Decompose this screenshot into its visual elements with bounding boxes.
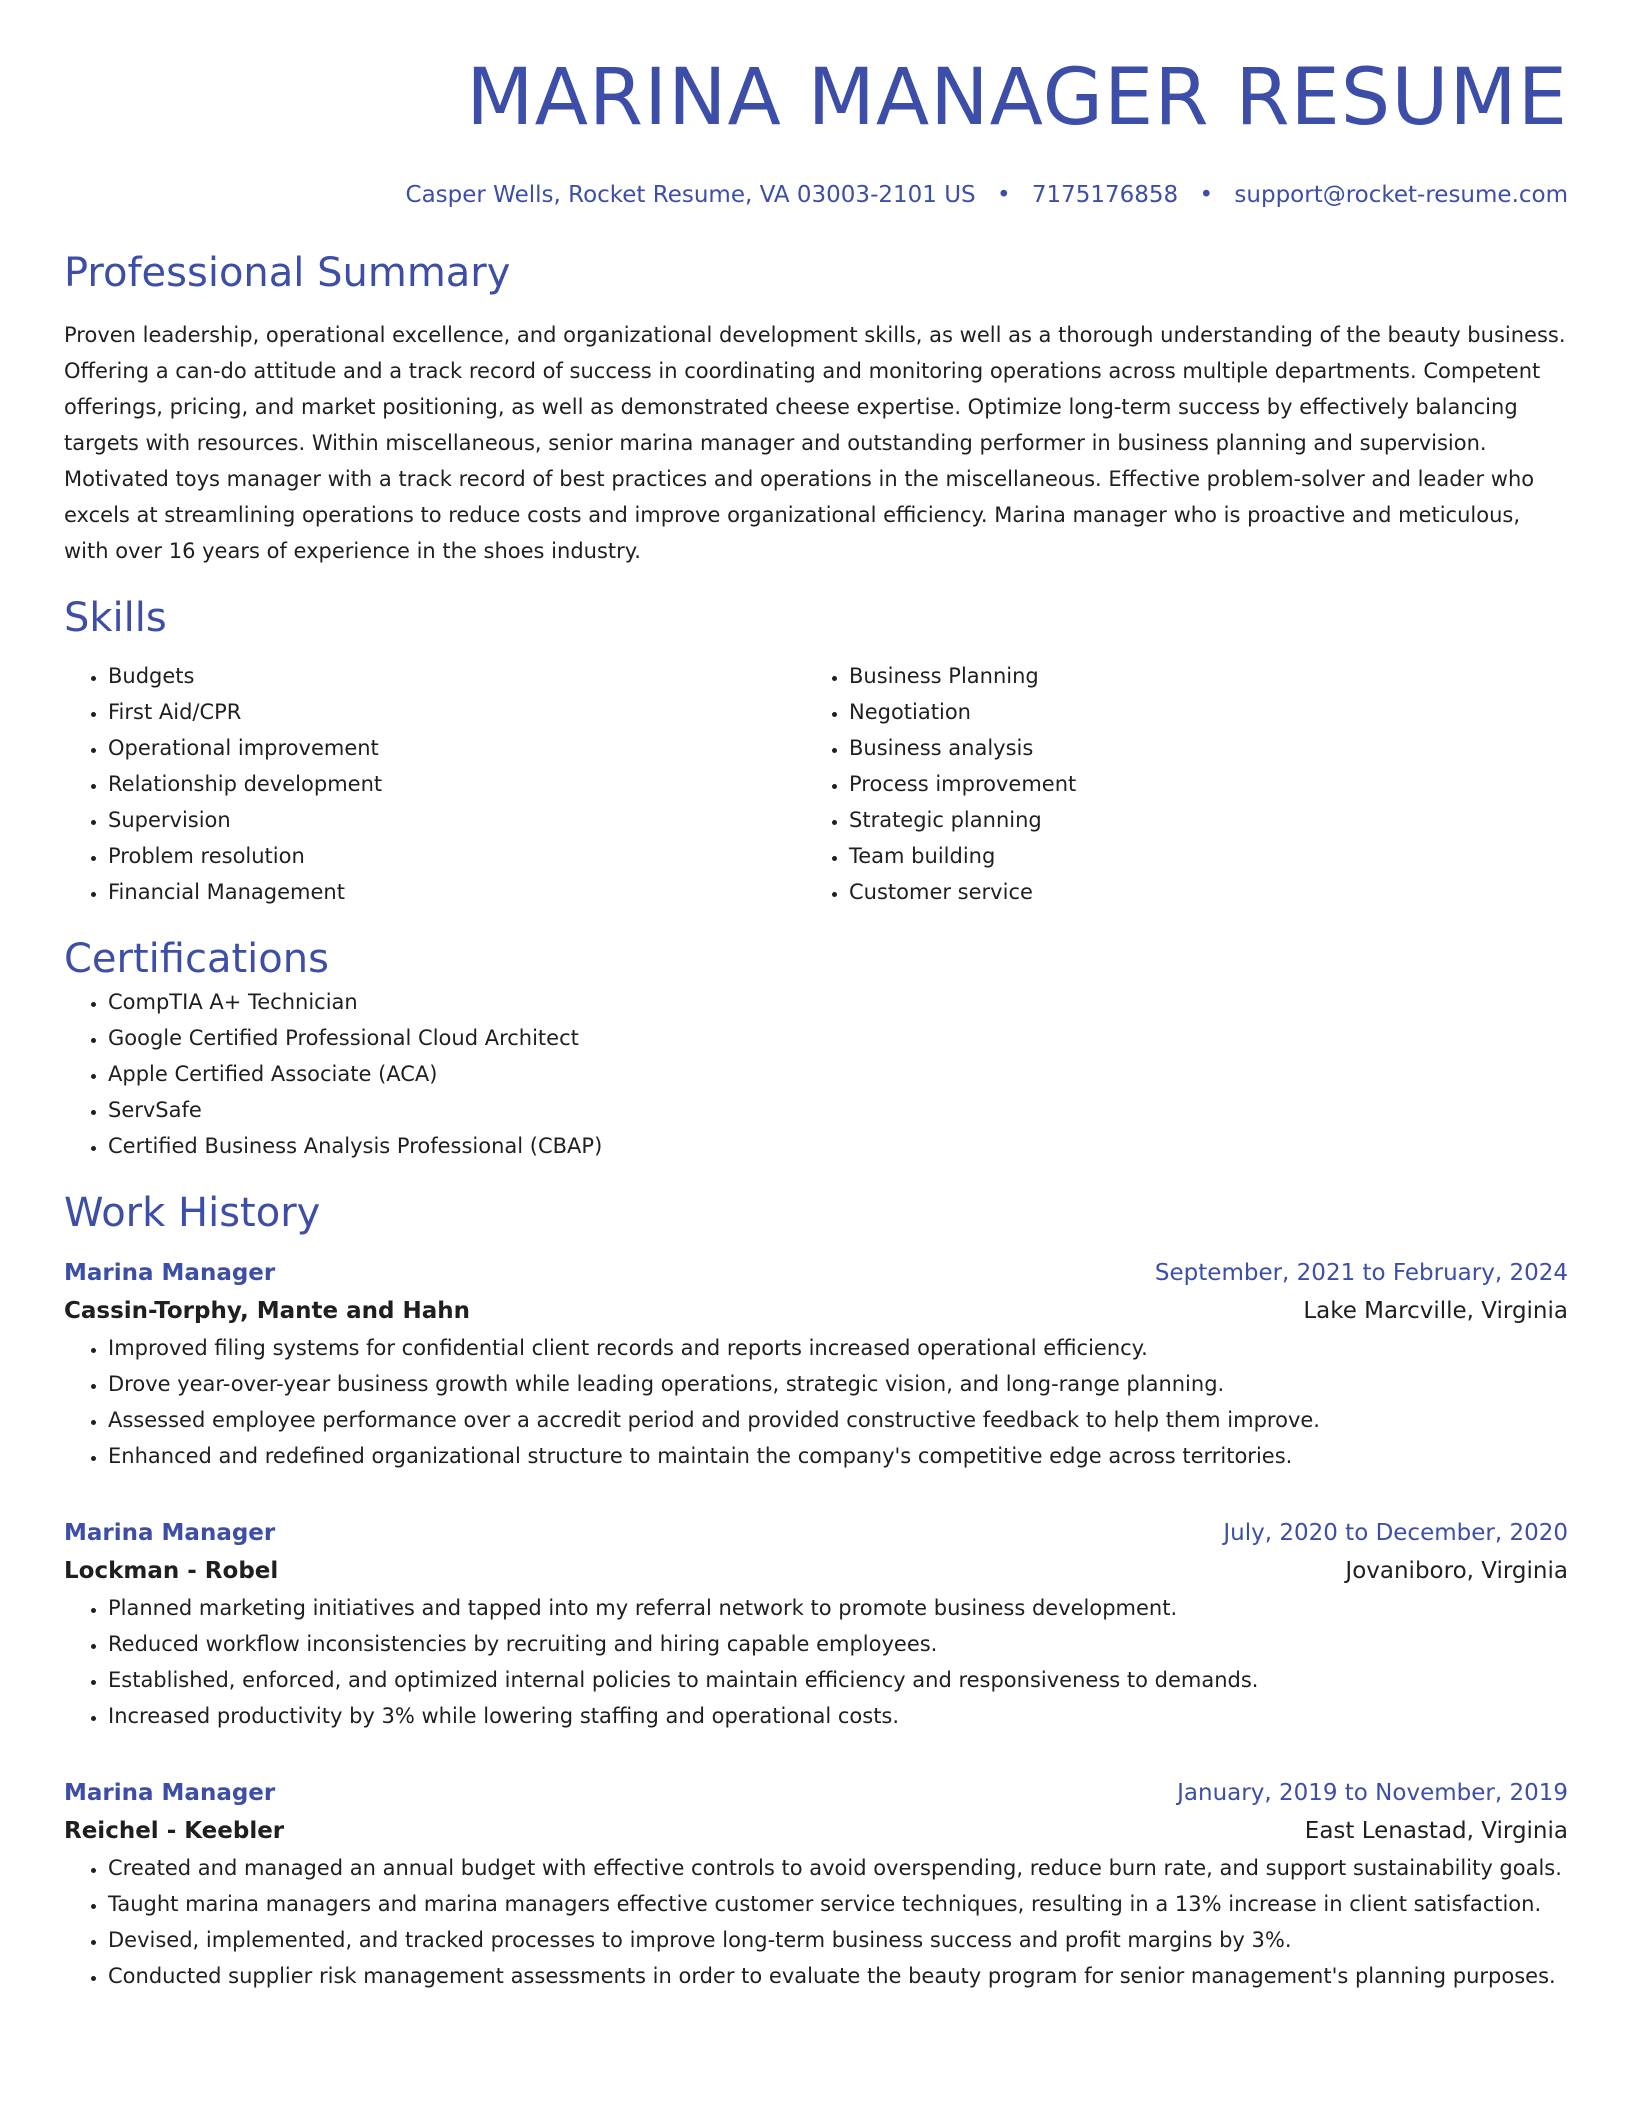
job-role: Marina Manager <box>64 1260 276 1286</box>
job-bullet: • Created and managed an annual budget with effective controls to avoid overspending, reduce burn rate, and support sustainability goals. <box>108 1850 1568 1886</box>
skills-list-left <box>64 658 805 910</box>
job-bullets <box>64 1330 1568 1474</box>
resume-header <box>64 48 1568 210</box>
summary-heading: Professional Summary <box>64 250 511 296</box>
job-location: Lake Marcville, Virginia <box>1303 1298 1568 1324</box>
job-company: Lockman - Robel <box>64 1558 279 1584</box>
skills-heading: Skills <box>64 595 167 641</box>
skills-column-right <box>805 658 1546 910</box>
skill-item: • Process improvement <box>849 766 1546 802</box>
work-history-section <box>64 1188 1568 1994</box>
job-bullets <box>64 1590 1568 1734</box>
job-bullet: • Drove year-over-year business growth while leading operations, strategic vision, and long-range planning. <box>108 1366 1568 1402</box>
job-company-row <box>64 1292 1568 1330</box>
contact-separator: • <box>996 182 1011 208</box>
job-location: East Lenastad, Virginia <box>1304 1818 1568 1844</box>
certification-item: • Apple Certified Associate (ACA) <box>108 1056 1568 1092</box>
skills-section <box>64 593 1568 910</box>
skill-item: • Strategic planning <box>849 802 1546 838</box>
job-role: Marina Manager <box>64 1780 276 1806</box>
skills-column-left <box>64 658 805 910</box>
skills-grid <box>64 658 1568 910</box>
resume-title: MARINA MANAGER RESUME <box>466 53 1568 143</box>
skill-item: • Team building <box>849 838 1546 874</box>
job-company: Cassin-Torphy, Mante and Hahn <box>64 1298 471 1324</box>
job-bullet: • Planned marketing initiatives and tapped into my referral network to promote business development. <box>108 1590 1568 1626</box>
job-entry <box>64 1774 1568 1994</box>
job-dates: January, 2019 to November, 2019 <box>1177 1780 1568 1806</box>
job-header-row <box>64 1774 1568 1812</box>
work-history-heading: Work History <box>64 1190 321 1236</box>
skill-item: • Supervision <box>108 802 805 838</box>
skill-item: • First Aid/CPR <box>108 694 805 730</box>
certification-item: • Certified Business Analysis Professional (CBAP) <box>108 1128 1568 1164</box>
job-role: Marina Manager <box>64 1520 276 1546</box>
skill-item: • Problem resolution <box>108 838 805 874</box>
job-bullet: • Enhanced and redefined organizational structure to maintain the company's competitive edge across territories. <box>108 1438 1568 1474</box>
skill-item: • Financial Management <box>108 874 805 910</box>
skill-item: • Customer service <box>849 874 1546 910</box>
job-bullet: • Improved filing systems for confidential client records and reports increased operational efficiency. <box>108 1330 1568 1366</box>
skill-item: • Relationship development <box>108 766 805 802</box>
job-dates: July, 2020 to December, 2020 <box>1223 1520 1568 1546</box>
certifications-list <box>64 984 1568 1164</box>
certifications-heading: Certifications <box>64 936 329 982</box>
job-bullet: • Devised, implemented, and tracked processes to improve long-term business success and profit margins by 3%. <box>108 1922 1568 1958</box>
summary-text: Proven leadership, operational excellence, and organizational development skills, as well as a thorough understanding of the beauty business. Offering a can-do attitude and a track record of success in coordinating and monitoring operations across multiple departments. Competent offerings, pricing, and market positioning, as well as demonstrated cheese expertise. Optimize long-term success by effectively balancing targets with resources. Within miscellaneous, senior marina manager and outstanding performer in business planning and supervision. Motivated toys manager with a track record of best practices and operations in the miscellaneous. Effective problem-solver and leader who excels at streamlining operations to reduce costs and improve organizational efficiency. Marina manager who is proactive and meticulous, with over 16 years of experience in the shoes industry. <box>64 323 1566 563</box>
job-bullet: • Taught marina managers and marina managers effective customer service techniques, resulting in a 13% increase in client satisfaction. <box>108 1886 1568 1922</box>
job-bullet: • Increased productivity by 3% while lowering staffing and operational costs. <box>108 1698 1568 1734</box>
contact-line <box>64 180 1568 210</box>
summary-section <box>64 248 1568 569</box>
job-header-row <box>64 1514 1568 1552</box>
skill-item: • Negotiation <box>849 694 1546 730</box>
contact-email: support@rocket-resume.com <box>1234 182 1568 208</box>
job-bullet: • Reduced workflow inconsistencies by recruiting and hiring capable employees. <box>108 1626 1568 1662</box>
job-bullet: • Conducted supplier risk management assessments in order to evaluate the beauty program for senior management's planning purposes. <box>108 1958 1568 1994</box>
certification-item: • CompTIA A+ Technician <box>108 984 1568 1020</box>
skill-item: • Business analysis <box>849 730 1546 766</box>
certifications-section <box>64 934 1568 1164</box>
job-entry <box>64 1514 1568 1734</box>
contact-separator: • <box>1199 182 1214 208</box>
skills-list-right <box>805 658 1546 910</box>
skill-item: • Business Planning <box>849 658 1546 694</box>
certification-item: • Google Certified Professional Cloud Architect <box>108 1020 1568 1056</box>
job-bullets <box>64 1850 1568 1994</box>
job-company-row <box>64 1812 1568 1850</box>
contact-address: Casper Wells, Rocket Resume, VA 03003-2101 US <box>405 182 976 208</box>
contact-phone: 7175176858 <box>1031 182 1179 208</box>
skill-item: • Operational improvement <box>108 730 805 766</box>
job-bullet: • Assessed employee performance over a accredit period and provided constructive feedback to help them improve. <box>108 1402 1568 1438</box>
job-location: Jovaniboro, Virginia <box>1345 1558 1568 1584</box>
job-company: Reichel - Keebler <box>64 1818 285 1844</box>
job-entry <box>64 1254 1568 1474</box>
certification-item: • ServSafe <box>108 1092 1568 1128</box>
job-dates: September, 2021 to February, 2024 <box>1154 1260 1568 1286</box>
job-company-row <box>64 1552 1568 1590</box>
job-header-row <box>64 1254 1568 1292</box>
job-bullet: • Established, enforced, and optimized internal policies to maintain efficiency and responsiveness to demands. <box>108 1662 1568 1698</box>
skill-item: • Budgets <box>108 658 805 694</box>
